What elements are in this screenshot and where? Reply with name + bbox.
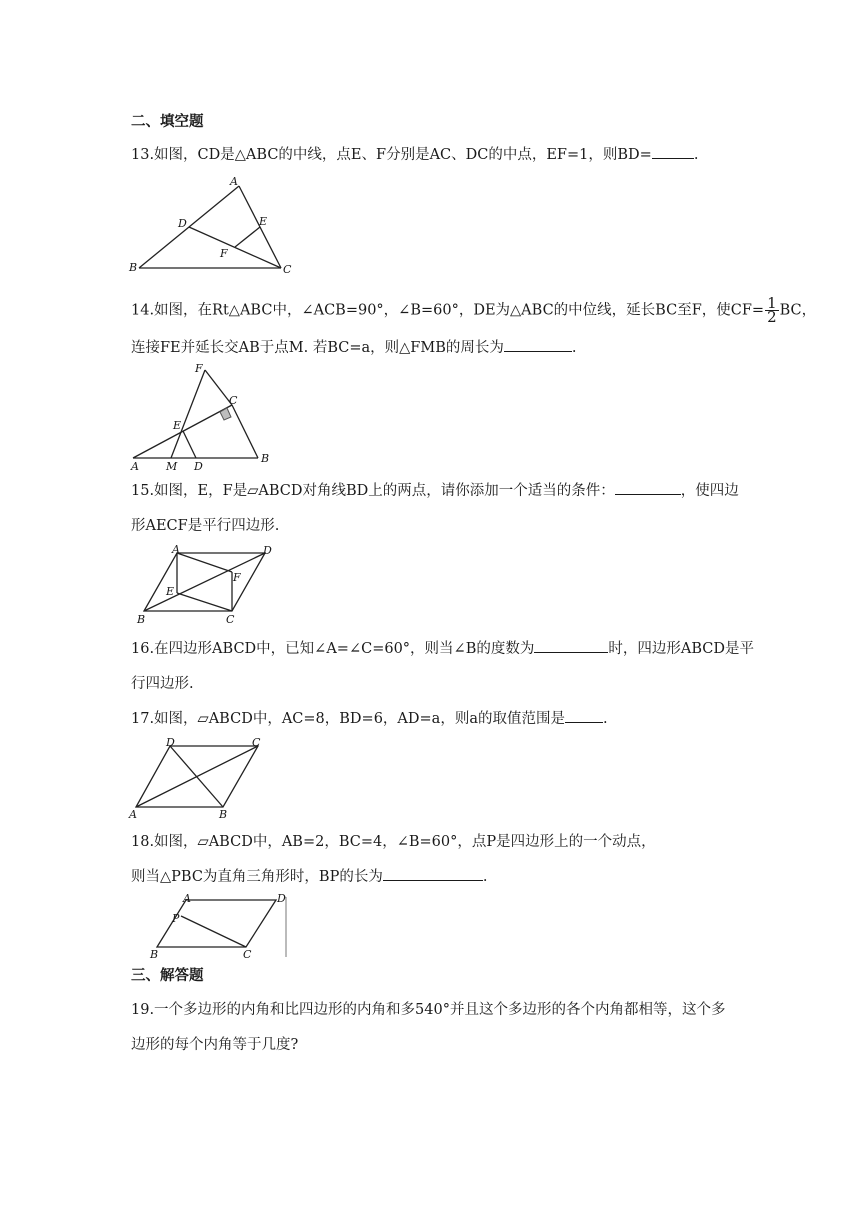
question-13-end: . (693, 147, 699, 163)
label-a-14: A (131, 460, 139, 473)
label-d-15: D (263, 544, 272, 557)
answer-blank-15[interactable] (615, 480, 681, 495)
label-e-13: E (259, 215, 268, 228)
label-b-14: B (261, 452, 270, 465)
question-19-line-2: 边形的每个内角等于几度? (131, 1037, 299, 1053)
figure-14-triangle (128, 362, 278, 474)
question-16-line-2: 行四边形. (131, 676, 194, 692)
label-a-13: A (230, 175, 238, 188)
segment-pc-18 (181, 916, 246, 947)
label-d-18: D (277, 892, 286, 905)
label-c-17: C (252, 736, 261, 749)
section-title-fill-in: 二、填空题 (131, 114, 204, 130)
label-b-15: B (137, 613, 146, 626)
label-c-13: C (283, 263, 292, 276)
segment-fm-14 (171, 370, 205, 458)
label-b-17: B (219, 808, 228, 821)
label-a-17: A (129, 808, 137, 821)
question-17 (131, 708, 608, 729)
question-16-text-b: 时，四边形ABCD是平 (608, 641, 754, 657)
question-15-line-1 (131, 480, 739, 501)
figure-13-triangle (128, 174, 293, 278)
label-f-13: F (220, 247, 228, 260)
figure-15-parallelogram (134, 543, 284, 629)
answer-blank-14[interactable] (504, 337, 572, 352)
question-19-line-1: 19.一个多边形的内角和比四边形的内角和多540°并且这个多边形的各个内角都相等，这个多 (131, 1002, 726, 1018)
question-16-text-a: 16.在四边形ABCD中，已知∠A=∠C=60°，则当∠B的度数为 (131, 641, 535, 657)
fraction-one-half (765, 294, 779, 326)
question-18-line-1: 18.如图，▱ABCD中，AB=2，BC=4，∠B=60°，点P是四边形上的一个动点， (131, 834, 656, 850)
question-15-text-b: ，使四边 (680, 483, 739, 499)
section-title-solutions: 三、解答题 (131, 968, 204, 984)
label-d-17: D (166, 736, 175, 749)
question-18-end: . (482, 869, 488, 885)
question-15-line-2: 形AECF是平行四边形. (131, 518, 280, 534)
answer-blank-18[interactable] (383, 866, 483, 881)
label-a-15: A (172, 543, 180, 556)
figure-18-parallelogram (146, 891, 294, 959)
fraction-numerator: 1 (767, 294, 777, 312)
answer-blank-17[interactable] (565, 708, 603, 723)
figure-17-parallelogram (128, 736, 293, 822)
label-a-18: A (183, 892, 191, 905)
right-angle-mark-14 (220, 408, 231, 420)
answer-blank-16[interactable] (534, 638, 608, 653)
question-14-line-1 (131, 294, 817, 326)
segment-cb-14 (232, 405, 258, 458)
label-e-14: E (173, 419, 182, 432)
question-18-text: 则当△PBC为直角三角形时，BP的长为 (131, 869, 383, 885)
question-14-end: . (571, 340, 577, 356)
question-17-end: . (602, 711, 608, 727)
question-13-text: 13.如图，CD是△ABC的中线，点E、F分别是AC、DC的中点，EF=1，则BD= (131, 147, 652, 163)
question-14-text-c: 连接FE并延长交AB于点M. 若BC=a，则△FMB的周长为 (131, 340, 504, 356)
label-m-14: M (166, 460, 178, 473)
label-c-18: C (243, 948, 252, 961)
label-c-15: C (226, 613, 235, 626)
segment-ec-15 (177, 593, 232, 611)
question-13 (131, 144, 698, 165)
question-15-text-a: 15.如图，E，F是▱ABCD对角线BD上的两点，请你添加一个适当的条件： (131, 483, 615, 499)
label-f-14: F (195, 362, 203, 375)
label-f-15: F (233, 571, 241, 584)
segment-ef-13 (235, 227, 260, 247)
segment-cf-14 (205, 370, 232, 405)
question-14-line-2 (131, 337, 576, 358)
diagonal-bd-17 (170, 746, 223, 807)
label-d-13: D (178, 217, 187, 230)
label-b-13: B (129, 261, 138, 274)
label-c-14: C (229, 394, 238, 407)
label-e-15: E (166, 585, 175, 598)
question-17-text: 17.如图，▱ABCD中，AC=8，BD=6，AD=a，则a的取值范围是 (131, 711, 565, 727)
segment-af-15 (177, 553, 232, 572)
label-b-18: B (150, 948, 159, 961)
question-18-line-2 (131, 866, 487, 887)
segment-ac-14 (133, 405, 232, 458)
answer-blank-13[interactable] (652, 144, 694, 159)
question-16-line-1 (131, 638, 754, 659)
segment-dc-13 (189, 227, 281, 268)
question-14-text-a: 14.如图，在Rt△ABC中，∠ACB=90°，∠B=60°，DE为△ABC的中位线，延长BC至F，使CF= (131, 302, 765, 319)
segment-ed-14 (183, 431, 196, 458)
label-d-14: D (194, 460, 203, 473)
fraction-denominator: 2 (767, 308, 777, 326)
question-14-text-b: BC， (779, 302, 817, 319)
label-p-18: P (172, 912, 180, 925)
